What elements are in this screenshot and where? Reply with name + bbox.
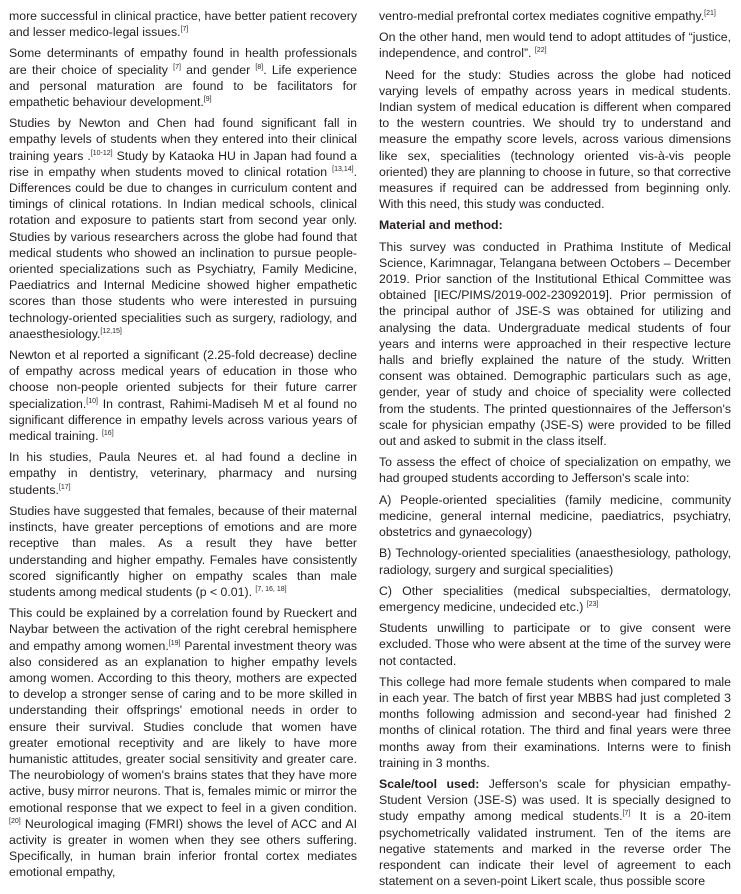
paragraph-prefrontal: ventro-medial prefrontal cortex mediates cognitive empathy.[21]	[379, 9, 716, 23]
paragraph-exclusion: Students unwilling to participate or to give consent were excluded. Those who were absent at the time of the survey were not contacted.	[379, 621, 731, 668]
citation: [17]	[58, 483, 71, 491]
paragraph-female-empathy: Studies have suggested that females, because of their maternal instincts, have greater perceptions of emotions and are more receptive than males. As a result they have better understanding and higher empathy. Females have consistently scored significantly higher on empathy scales than male students among medical students (p < 0.01). [7, 16, 18]	[9, 503, 357, 599]
paragraph-rueckert-naybar: This could be explained by a correlation found by Rueckert and Naybar between the activation of the right cerebral hemisphere and empathy among women.[19] Parental investment theory was also considered as an explanation to higher empathy levels among women. According to this theory, mothers are expected to develop a stronger sense of caring and to be more skilled in understanding their offsprings' emotional needs in order to ensure their survival. Studies conclude that women have greater emotional receptivity and are likely to have more humanistic attitudes, greater social sensitivity and greater care. The neurobiology of women's brains states that they have more active, busy mirror neurons. That is, females mimic or mirror the emotional response that we expect to feel in a given condition.[20] Neurological imaging (FMRI) shows the level of ACC and AI activity is greater in women when they see others suffering. Specifically, in human brain inferior frontal cortex mediates emotional empathy,	[9, 606, 357, 880]
paragraph-grouping: To assess the effect of choice of specialization on empathy, we had grouped students according to Jefferson's scale into:	[379, 455, 731, 486]
paragraph-outcomes: more successful in clinical practice, have better patient recovery and lesser medico-legal issues.[7]	[9, 9, 357, 40]
paragraph-paula-neures: In his studies, Paula Neures et. al had found a decline in empathy in dentistry, veterinary, pharmacy and nursing students.[17]	[9, 450, 357, 497]
section-heading-material-method: Material and method:	[379, 218, 503, 233]
left-column	[9, 8, 357, 886]
list-item-people-oriented: A) People-oriented specialities (family medicine, community medicine, general internal medicine, paediatrics, psychiatry, obstetrics and gynaecology)	[379, 492, 731, 540]
inline-heading-scale-tool: Scale/tool used:	[379, 776, 480, 791]
citation: [7, 16, 18]	[255, 585, 287, 593]
citation: [8]	[255, 63, 264, 71]
paragraph-newton-decline: Newton et al reported a significant (2.25-fold decrease) decline of empathy across medical years of education in those who choose non-people oriented subjects for their future carrer specialization.[10] In contrast, Rahimi-Madiseh M et al found no significant difference in empathy levels across various years of medical training. [16]	[9, 348, 357, 444]
paragraph-college-batches: This college had more female students when compared to male in each year. The batch of first year MBBS had just completed 3 months following admission and second-year had finished 2 months of clinical rotation. The third and final years were three months away from their examinations. Interns were to finish training in 3 months.	[379, 674, 731, 770]
citation: [19]	[168, 639, 181, 647]
citation: [20]	[9, 817, 21, 825]
paragraph-studies-newton-chen: Studies by Newton and Chen had found significant fall in empathy levels of students when they entered into their clinical training years .[10-12] Study by Kataoka HU in Japan had found a rise in empathy when students moved to clinical rotation [13,14]. Differences could be due to changes in curriculum content and timings of clinical rotations. In Indian medical schools, clinical rotation and exposure to patients start from second year only. Studies by various researchers across the globe had found that medical students who showed an inclination to pursue people-oriented specializations such as Psychiatry, Family Medicine, Paediatrics and Internal Medicine showed higher empathetic scores than those students who were interested in pursuing technology-oriented specialities such as surgery, radiology, and anaesthesiology.[12,15]	[9, 116, 357, 341]
paragraph-need-for-study: Need for the study: Studies across the globe had noticed varying levels of empathy across years in medical students. Indian system of medical education is different when compared to the western countries. We should try to understand and measure the empathy score levels, across various dimensions like sex, specialities (technology oriented vis-à-vis people oriented) they are planning to choose in future, so that corrective measures if required can be addressed from beginning only. With this need, this study was conducted.	[379, 67, 731, 212]
citation: [7]	[180, 26, 189, 34]
paragraph-survey: This survey was conducted in Prathima Institute of Medical Science, Karimnagar, Telangana between Octobers – December 2019. Prior sanction of the Institutional Ethical Committee was obtained [IEC/PIMS/2019-002-23092019]. Prior permission of the principal author of JSE-S was obtained for utilizing and analysing the data. Undergraduate medical students of four years and interns were approached in their respective lecture halls and briefly explained the nature of the study. Written consent was obtained. Demographic particulars such as age, gender, year of study and choice of speciality were collected from the students. The printed questionnaires of the Jefferson's scale for physician empathy (JSE-S) were provided to be filled out and asked to submit in the class itself.	[379, 239, 731, 449]
citation: [21]	[704, 10, 716, 17]
list-item-other-specialities: C) Other specialities (medical subspecialties, dermatology, emergency medicine, undecided etc.) [23]	[379, 583, 731, 614]
citation: [7]	[622, 810, 631, 818]
paragraph-determinants: Some determinants of empathy found in health professionals are their choice of speciality [7] and gender [8]. Life experience and personal maturation are found to be facilitators for empathetic behaviour development.[9]	[9, 46, 358, 110]
citation: [7]	[173, 63, 181, 71]
citation: [13,14]	[332, 165, 354, 173]
citation: [10]	[86, 397, 98, 405]
citation: [12,15]	[100, 327, 122, 335]
list-item-technology-oriented: B) Technology-oriented specialities (anaesthesiology, pathology, radiology, surgery and surgical specialities)	[379, 546, 731, 577]
paragraph-men-attitudes: On the other hand, men would tend to adopt attitudes of “justice, independence, and control”. [22]	[379, 30, 731, 61]
citation: [10-12]	[90, 149, 113, 157]
citation: [16]	[101, 430, 114, 438]
paragraph-scale-tool: Scale/tool used: Jefferson's scale for physician empathy-Student Version (JSE-S) was used. It is specially designed to study empathy among medical students.[7] It is a 20-item psychometrically validated instrument. Ten of the items are negative statements and marked in the reverse order The respondent can indicate their level of agreement to each statement on a seven-point Likert scale, thus possible score	[379, 776, 731, 889]
citation: [22]	[534, 47, 547, 55]
citation: [23]	[586, 600, 599, 608]
right-column	[379, 8, 731, 894]
citation: [9]	[203, 96, 212, 104]
